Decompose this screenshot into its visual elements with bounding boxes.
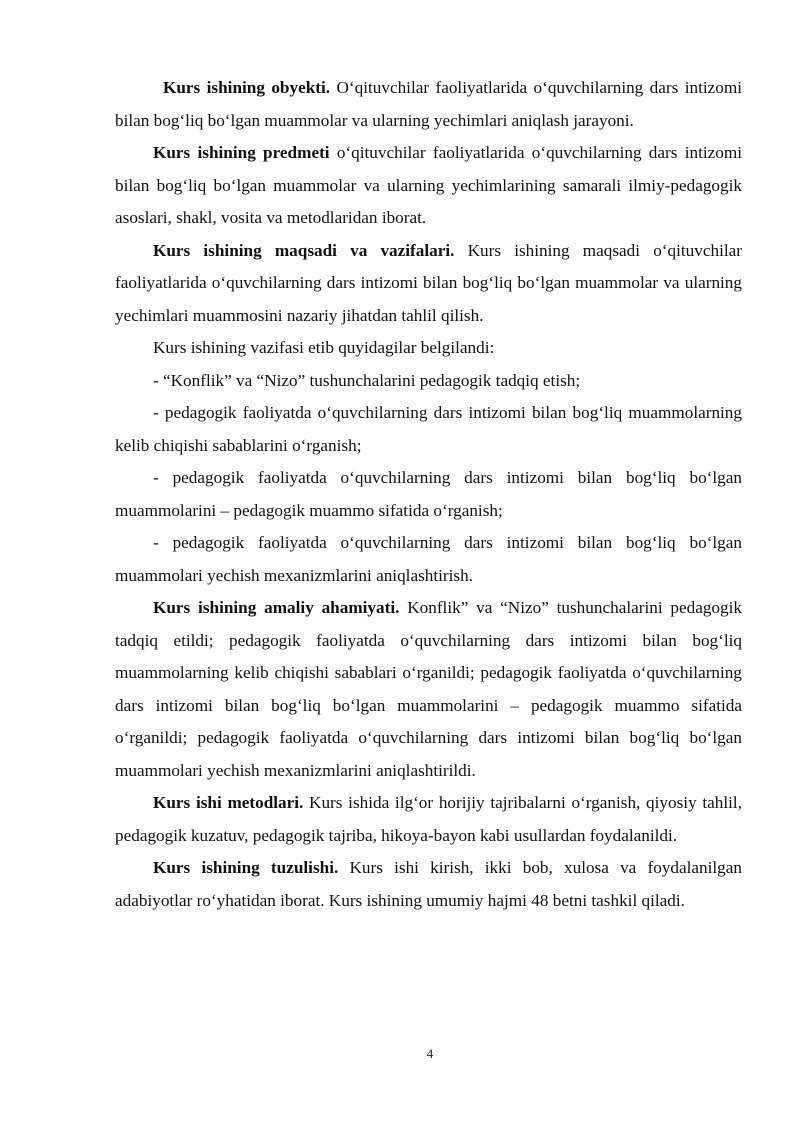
paragraph-methods: [115, 787, 742, 852]
paragraph-lead: Kurs ishi metodlari.: [153, 793, 304, 812]
task-item-1: [115, 365, 742, 398]
paragraph-text: - pedagogik faoliyatda o‘quvchilarning dars intizomi bilan bog‘liq bo‘lgan muammolarini – pedagogik muammo sifatida o‘rganish;: [115, 468, 742, 520]
paragraph-text: Konflik” va “Nizo” tushunchalarini pedagogik tadqiq etildi; pedagogik faoliyatda o‘quvchilarning dars intizomi bilan bog‘liq muammolarning kelib chiqishi sabablari o‘rganildi; pedagogik faoliyatda o‘quvchilarning dars intizomi bilan bog‘liq bo‘lgan muammolarini – pedagogik muammo sifatida o‘rganildi; pedagogik faoliyatda o‘quvchilarning dars intizomi bilan bog‘liq bo‘lgan muammolari yechish mexanizmlarini aniqlashtirildi.: [115, 598, 742, 780]
paragraph-text: Kurs ishida ilg‘or horijiy tajribalarni o‘rganish, qiyosiy tahlil, pedagogik kuzatuv, pedagogik tajriba, hikoya-bayon kabi usullardan foydalanildi.: [115, 793, 742, 845]
paragraph-goals: [115, 235, 742, 333]
paragraph-text: Kurs ishining vazifasi etib quyidagilar belgilandi:: [153, 338, 495, 357]
paragraph-text: O‘qituvchilar faoliyatlarida o‘quvchilarning dars intizomi bilan bog‘liq bo‘lgan muammolar va ularning yechimlari aniqlash jarayoni.: [115, 78, 742, 130]
paragraph-text: - pedagogik faoliyatda o‘quvchilarning dars intizomi bilan bog‘liq bo‘lgan muammolari yechish mexanizmlarini aniqlashtirish.: [115, 533, 742, 585]
task-item-3: [115, 462, 742, 527]
paragraph-object: [115, 72, 742, 137]
paragraph-structure: [115, 852, 742, 917]
document-body: [115, 72, 742, 917]
paragraph-text: Kurs ishining maqsadi o‘qituvchilar faoliyatlarida o‘quvchilarning dars intizomi bilan bog‘liq bo‘lgan muammolar va ularning yechimlari muammosini nazariy jihatdan tahlil qilish.: [115, 240, 742, 325]
paragraph-practical-significance: [115, 592, 742, 787]
paragraph-text: o‘qituvchilar faoliyatlarida o‘quvchilarning dars intizomi bilan bog‘liq bo‘lgan muammolar va ularning yechimlarining samarali ilmiy-pedagogik asoslari, shakl, vosita va metodlaridan iborat.: [115, 143, 742, 227]
paragraph-subject: [115, 137, 742, 235]
paragraph-text: - pedagogik faoliyatda o‘quvchilarning dars intizomi bilan bog‘liq muammolarning kelib chiqishi sabablarini o‘rganish;: [115, 403, 742, 455]
paragraph-text: Kurs ishi kirish, ikki bob, xulosa va foydalanilgan adabiyotlar ro‘yhatidan iborat. Kurs ishining umumiy hajmi 48 betni tashkil qiladi.: [115, 858, 743, 910]
task-item-4: [115, 527, 742, 592]
paragraph-lead: Kurs ishining obyekti.: [163, 78, 331, 97]
page-number: 4: [426, 1046, 434, 1061]
paragraph-tasks-intro: [115, 332, 742, 365]
task-item-2: [115, 397, 742, 462]
paragraph-lead: Kurs ishining tuzulishi.: [153, 858, 339, 877]
paragraph-lead: Kurs ishining amaliy ahamiyati.: [153, 598, 400, 617]
paragraph-lead: Kurs ishining predmeti: [153, 143, 330, 162]
paragraph-lead: Kurs ishining maqsadi va vazifalari.: [153, 240, 455, 260]
paragraph-text: - “Konflik” va “Nizo” tushunchalarini pedagogik tadqiq etish;: [153, 370, 581, 390]
